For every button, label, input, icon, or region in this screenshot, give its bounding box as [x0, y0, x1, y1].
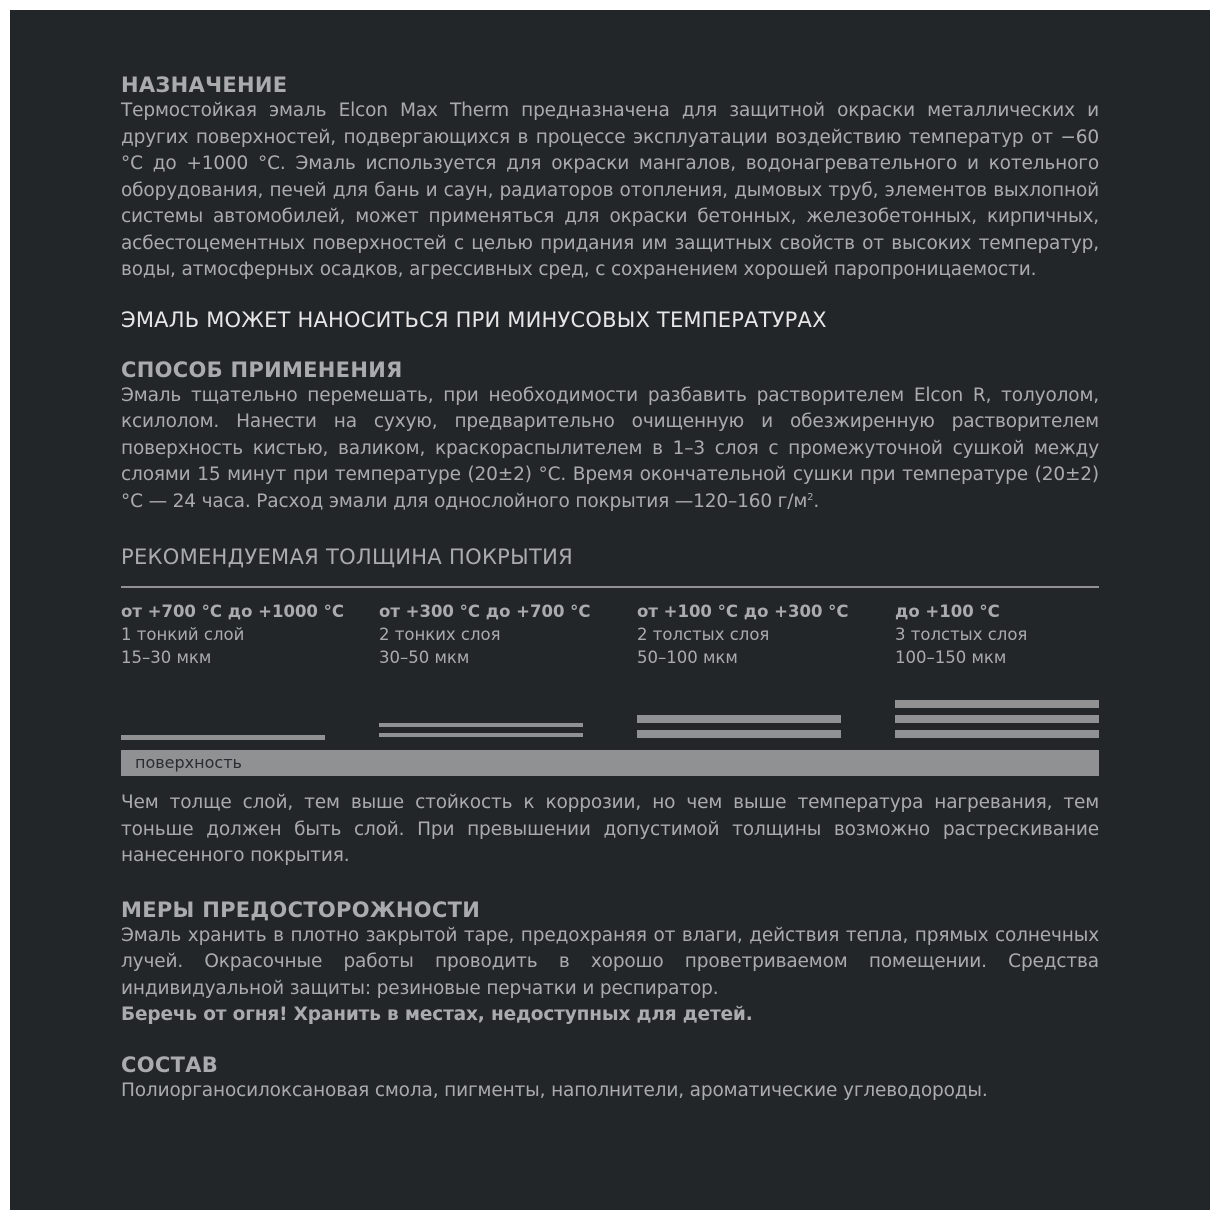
layer-bar — [637, 730, 841, 738]
fire-warning: Беречь от огня! Хранить в местах, недоступных для детей. — [121, 1004, 753, 1025]
surface-bar: поверхность — [121, 750, 1099, 776]
content — [121, 72, 1099, 1104]
minus-temperature-note: ЭМАЛЬ МОЖЕТ НАНОСИТЬСЯ ПРИ МИНУСОВЫХ ТЕМПЕРАТУРАХ — [121, 307, 827, 332]
purpose-text: Термостойкая эмаль Elcon Max Therm предназначена для защитной окраски металлических и других поверхностей, подвергающихся в процессе эксплуатации воздействию температур от −60 °С до +1000 °С. Эмаль используется для окраски мангалов, водонагревательного и котельного оборудования, печей для бань и саун, радиаторов отопления, дымовых труб, элементов выхлопной системы автомобилей, может применяться для окраски бетонных, железобетонных, кирпичных, асбестоцементных поверхностей с целью придания им защитных свойств от высоких температур, воды, атмосферных осадков, агрессивных сред, с сохранением хорошей паропроницаемости. — [121, 100, 1099, 280]
layer-bar — [379, 723, 583, 727]
thickness-columns — [121, 600, 1099, 750]
application-text-end: . — [813, 490, 820, 512]
precautions-heading: МЕРЫ ПРЕДОСТОРОЖНОСТИ — [121, 897, 481, 922]
column-thickness: 100–150 мкм — [895, 648, 1007, 667]
layer-bar — [121, 735, 325, 740]
thickness-column-4 — [895, 600, 1100, 669]
thickness-note: Чем толще слой, тем выше стойкость к коррозии, но чем выше температура нагревания, тем тоньше должен быть слой. При превышении допустимой толщины возможно растрескивание нанесенного покрытия. — [121, 792, 1099, 866]
thickness-heading: РЕКОМЕНДУЕМАЯ ТОЛЩИНА ПОКРЫТИЯ — [121, 545, 573, 569]
column-layers: 2 толстых слоя — [637, 625, 770, 644]
column-thickness: 15–30 мкм — [121, 648, 212, 667]
purpose-heading: НАЗНАЧЕНИЕ — [121, 73, 288, 97]
layer-bar — [895, 730, 1099, 738]
column-thickness: 30–50 мкм — [379, 648, 470, 667]
thickness-column-1 — [121, 600, 345, 669]
application-text-body: Эмаль тщательно перемешать, при необходимости разбавить растворителем Elcon R, толуолом, ксилолом. Нанести на сухую, предварительно очищенную и обезжиренную растворителем поверхность кистью, валиком, краскораспылителем в 1–3 слоя с промежуточной сушкой между слоями 15 минут при температуре (20±2) °С. Время окончательной сушки при температуре (20±2) °С — 24 часа. Расход эмали для однослойного покрытия —120–160 г/м — [121, 384, 1099, 512]
column-range: до +100 °С — [895, 602, 1000, 621]
layer-bar — [895, 700, 1099, 708]
square-superscript: 2 — [807, 491, 814, 503]
column-range: от +300 °С до +700 °С — [379, 602, 591, 621]
application-heading: СПОСОБ ПРИМЕНЕНИЯ — [121, 357, 403, 382]
column-layers: 1 тонкий слой — [121, 625, 245, 644]
column-thickness: 50–100 мкм — [637, 648, 738, 667]
column-range: от +100 °С до +300 °С — [637, 602, 849, 621]
column-layers: 2 тонких слоя — [379, 625, 501, 644]
composition-heading: СОСТАВ — [121, 1052, 219, 1077]
composition-text: Полиорганосилоксановая смола, пигменты, наполнители, ароматические углеводороды. — [121, 1079, 988, 1101]
layer-bar — [637, 715, 841, 723]
product-info-panel — [10, 10, 1210, 1210]
precautions-text: Эмаль хранить в плотно закрытой таре, предохраняя от влаги, действия тепла, прямых солнечных лучей. Окрасочные работы проводить в хорошо проветриваемом помещении. Средства индивидуальной защиты: резиновые перчатки и респиратор. — [121, 924, 1099, 999]
layer-bar — [379, 733, 583, 737]
thickness-column-2 — [379, 600, 591, 669]
application-text — [121, 383, 1099, 516]
column-range: от +700 °С до +1000 °С — [121, 602, 345, 621]
column-layers: 3 толстых слоя — [895, 625, 1028, 644]
layer-bar — [895, 715, 1099, 723]
thickness-column-3 — [637, 600, 849, 669]
